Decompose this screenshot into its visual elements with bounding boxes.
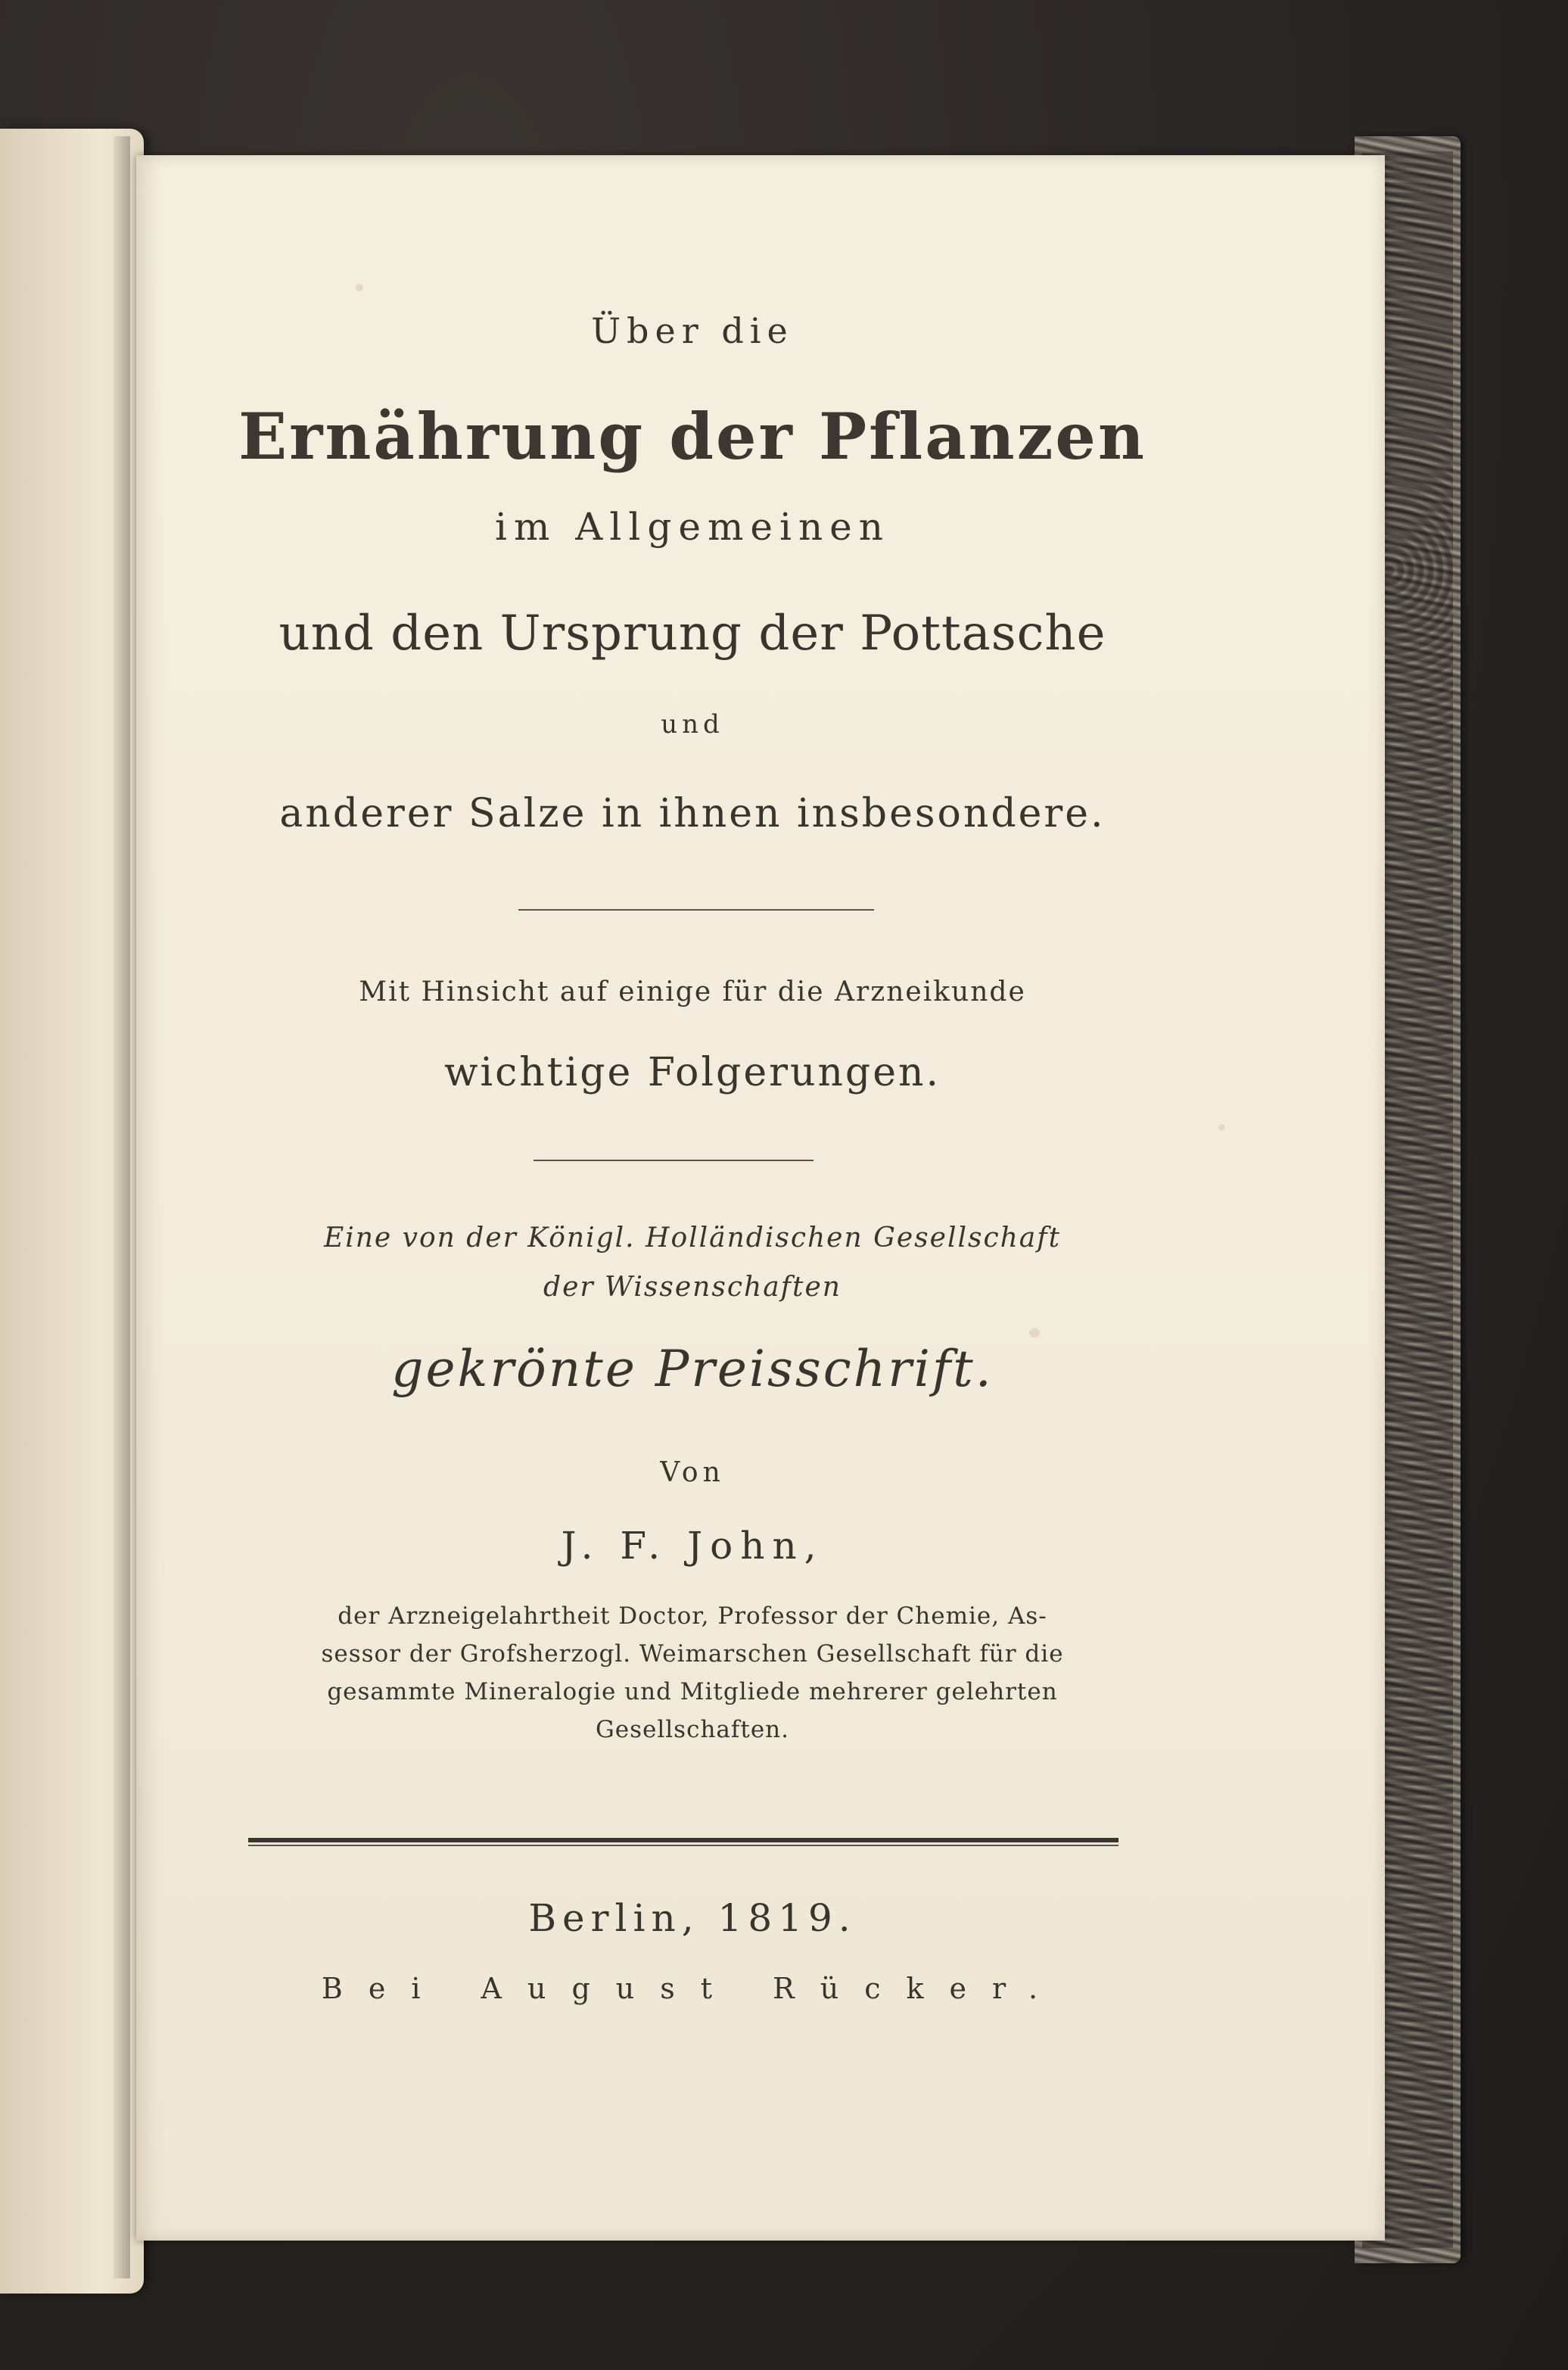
foxing-spot bbox=[1029, 1328, 1040, 1338]
title-page-content bbox=[136, 155, 1385, 2241]
subtitle-line-2: wichtige Folgerungen. bbox=[443, 1050, 941, 1095]
imprint-rule-thin bbox=[248, 1845, 1118, 1846]
by-label: Von bbox=[660, 1457, 725, 1488]
subtitle-line-1: Mit Hinsicht auf einige für die Arzneikunde bbox=[359, 976, 1026, 1007]
author-affiliation-line: gesammte Mineralogie und Mitgliede mehrerer gelehrten bbox=[327, 1678, 1058, 1705]
foxing-spot bbox=[356, 284, 363, 291]
award-line-2: der Wissenschaften bbox=[543, 1272, 842, 1303]
author-name: J. F. John, bbox=[561, 1524, 824, 1568]
divider-rule bbox=[518, 909, 874, 911]
main-title: Ernährung der Pflanzen bbox=[238, 399, 1146, 474]
title-page bbox=[136, 155, 1385, 2241]
title-line-ursprung: und den Ursprung der Pottasche bbox=[278, 606, 1106, 662]
over-title: Über die bbox=[591, 310, 794, 351]
award-line-1: Eine von der Königl. Holländischen Gesellschaft bbox=[323, 1222, 1062, 1254]
author-affiliation-line: sessor der Grofsherzogl. Weimarschen Gesellschaft für die bbox=[321, 1640, 1064, 1668]
foxing-spot bbox=[1218, 1124, 1225, 1131]
imprint-place-date: Berlin, 1819. bbox=[528, 1896, 857, 1940]
award-line-3: gekrönte Preisschrift. bbox=[391, 1340, 994, 1398]
title-line-allgemeinen: im Allgemeinen bbox=[495, 505, 890, 549]
imprint-publisher: Bei August Rücker. bbox=[321, 1972, 1064, 2005]
divider-rule bbox=[534, 1160, 814, 1161]
author-affiliation-line: der Arzneigelahrtheit Doctor, Professor der Chemie, As- bbox=[338, 1602, 1047, 1630]
gutter-shadow bbox=[114, 136, 130, 2278]
title-line-salze: anderer Salze in ihnen insbesondere. bbox=[279, 791, 1106, 836]
imprint-rule-thick bbox=[248, 1838, 1118, 1842]
author-affiliation-line: Gesellschaften. bbox=[595, 1716, 789, 1743]
title-line-und: und bbox=[661, 709, 724, 740]
